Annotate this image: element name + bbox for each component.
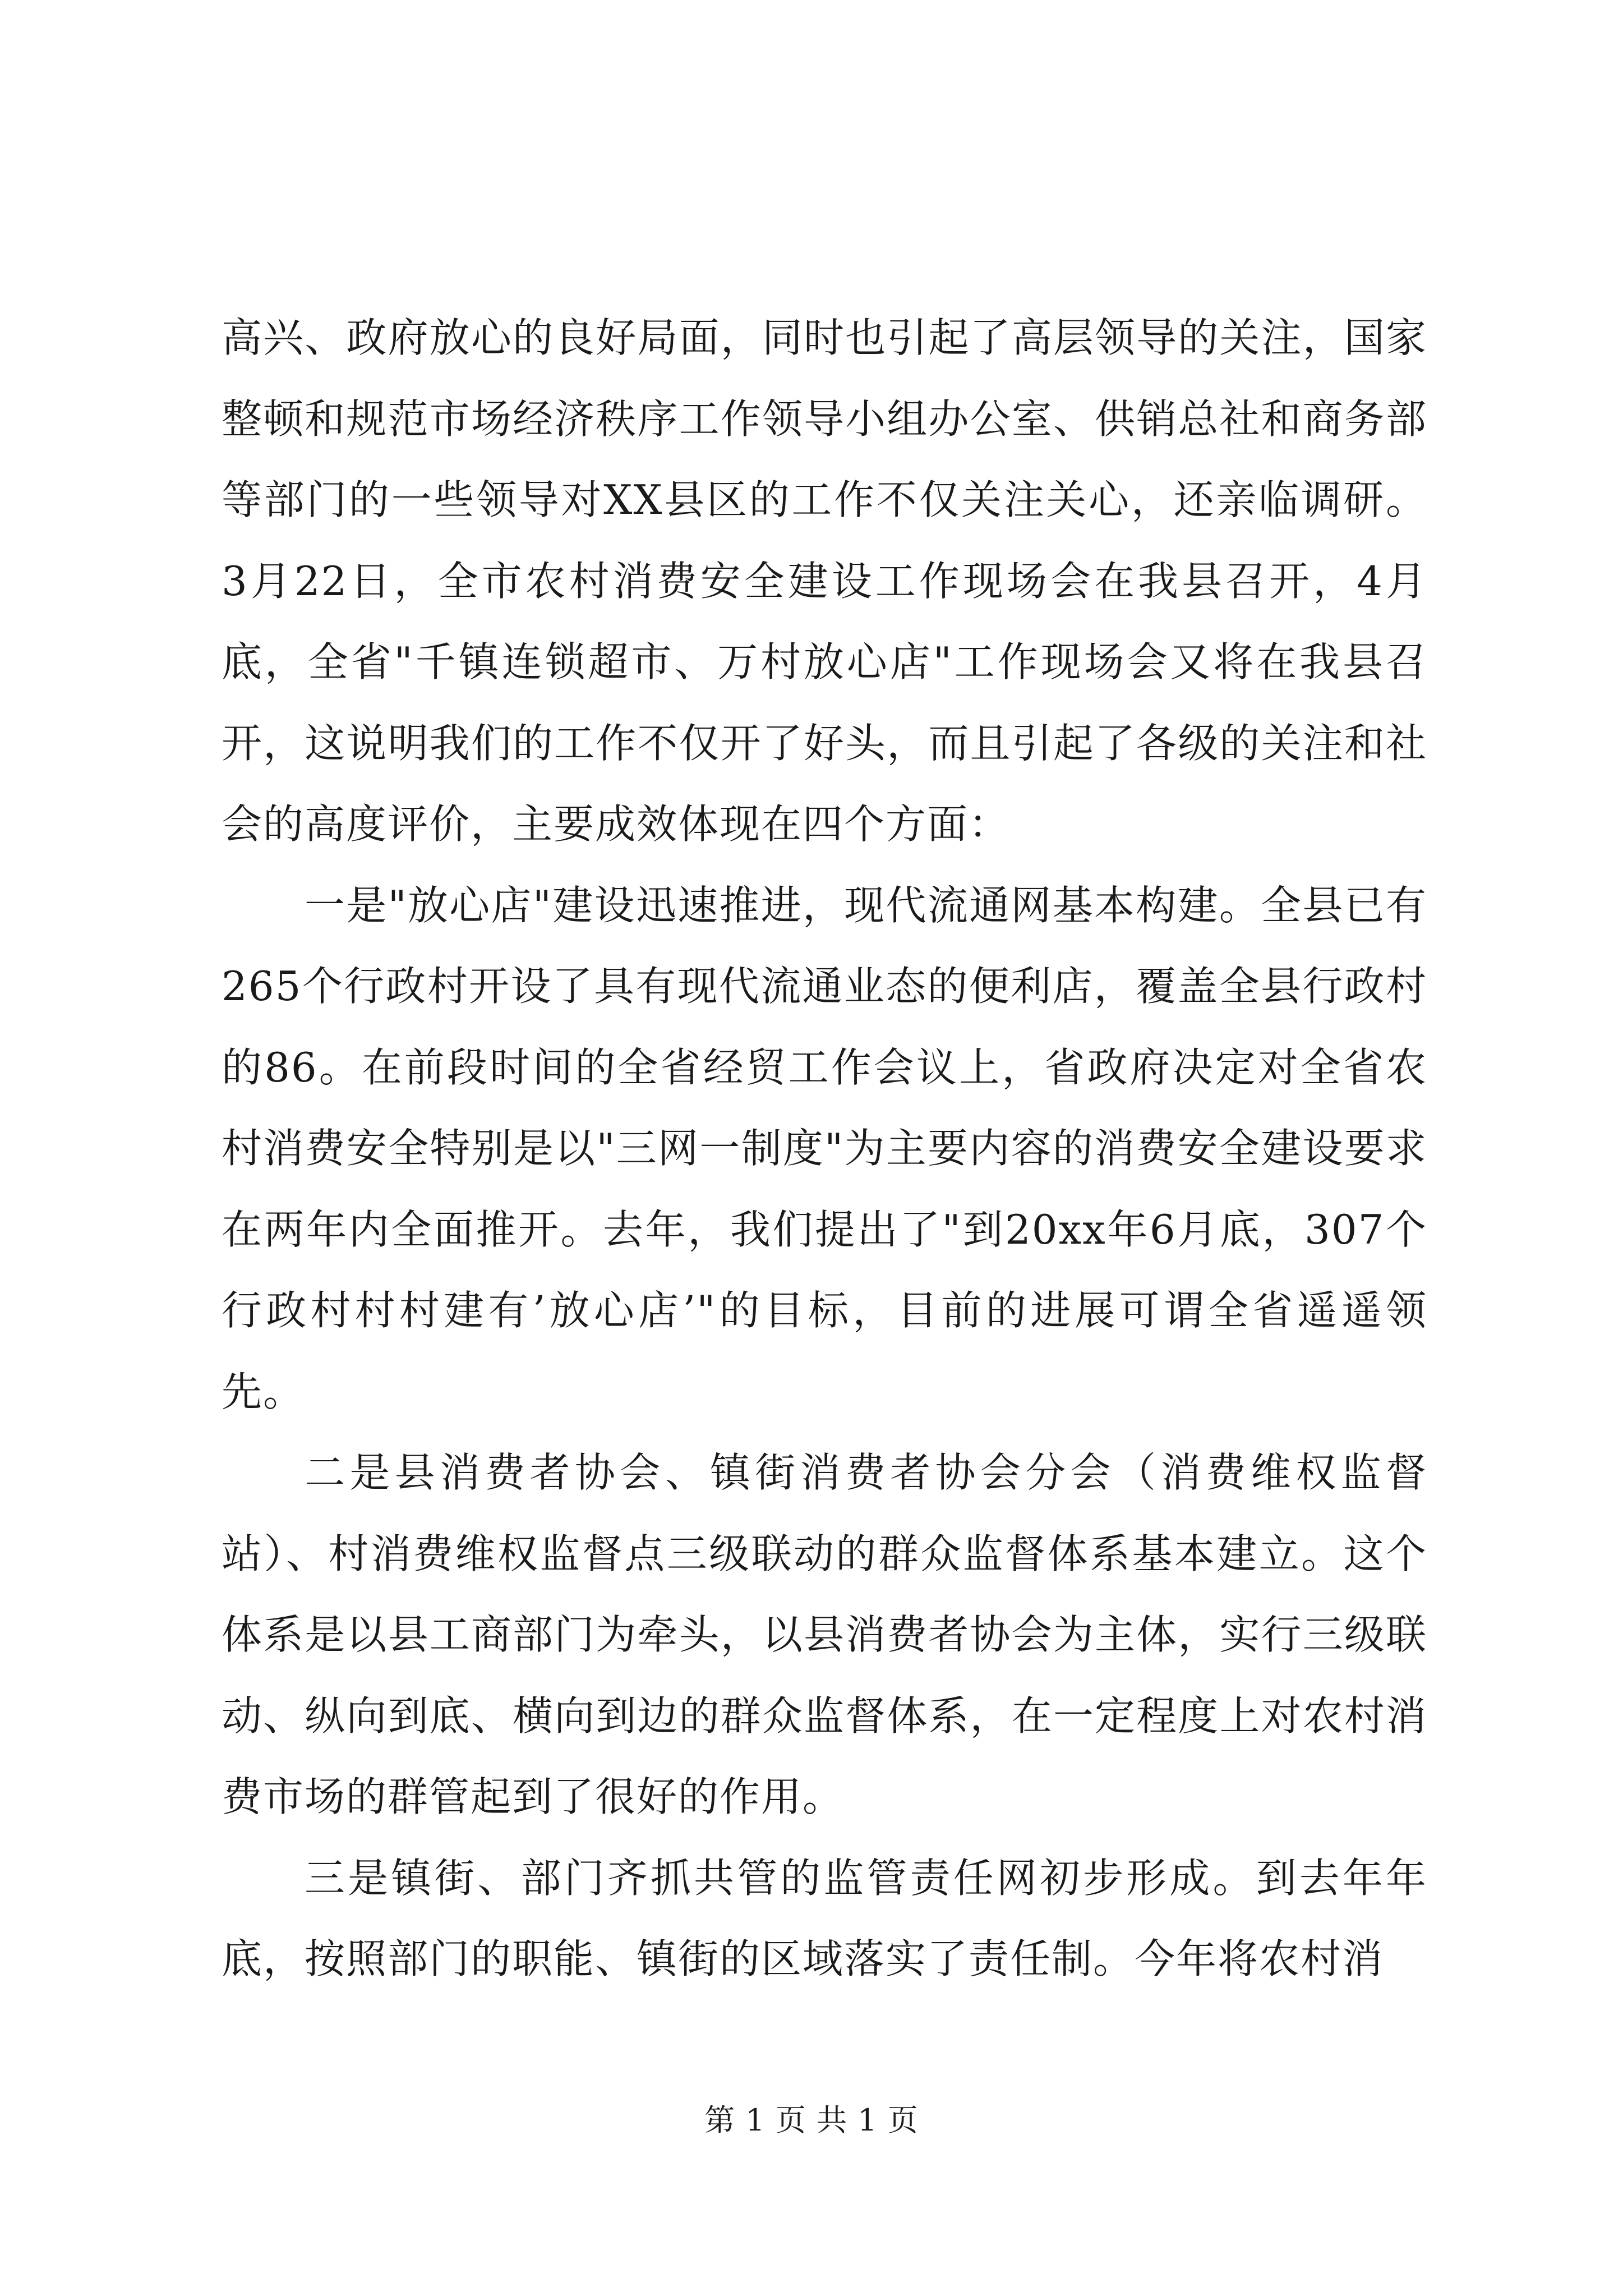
- document-body: [222, 297, 1427, 2000]
- page-number-label: 第 1 页 共 1 页: [704, 2102, 919, 2138]
- paragraph-intro: 高兴、政府放心的良好局面，同时也引起了高层领导的关注，国家整顿和规范市场经济秩序工作领导小组办公室、供销总社和商务部等部门的一些领导对XX县区的工作不仅关注关心，还亲临调研。3月22日，全市农村消费安全建设工作现场会在我县召开，4月底，全省"千镇连锁超市、万村放心店"工作现场会又将在我县召开，这说明我们的工作不仅开了好头，而且引起了各级的关注和社会的高度评价，主要成效体现在四个方面：: [222, 314, 1427, 848]
- paragraph-point-three: 三是镇街、部门齐抓共管的监管责任网初步形成。到去年年底，按照部门的职能、镇街的区域落实了责任制。今年将农村消: [222, 1854, 1427, 1982]
- page-footer: [0, 2101, 1623, 2140]
- paragraph-point-one: 一是"放心店"建设迅速推进，现代流通网基本构建。全县已有265个行政村开设了具有现代流通业态的便利店，覆盖全县行政村的86。在前段时间的全省经贸工作会议上，省政府决定对全省农村消费安全特别是以"三网一制度"为主要内容的消费安全建设要求在两年内全面推开。去年，我们提出了"到20xx年6月底，307个行政村村村建有’放心店’"的目标，目前的进展可谓全省遥遥领先。: [222, 881, 1427, 1415]
- paragraph-point-two: 二是县消费者协会、镇街消费者协会分会（消费维权监督站）、村消费维权监督点三级联动的群众监督体系基本建立。这个体系是以县工商部门为牵头，以县消费者协会为主体，实行三级联动、纵向到底、横向到边的群众监督体系，在一定程度上对农村消费市场的群管起到了很好的作用。: [222, 1449, 1427, 1820]
